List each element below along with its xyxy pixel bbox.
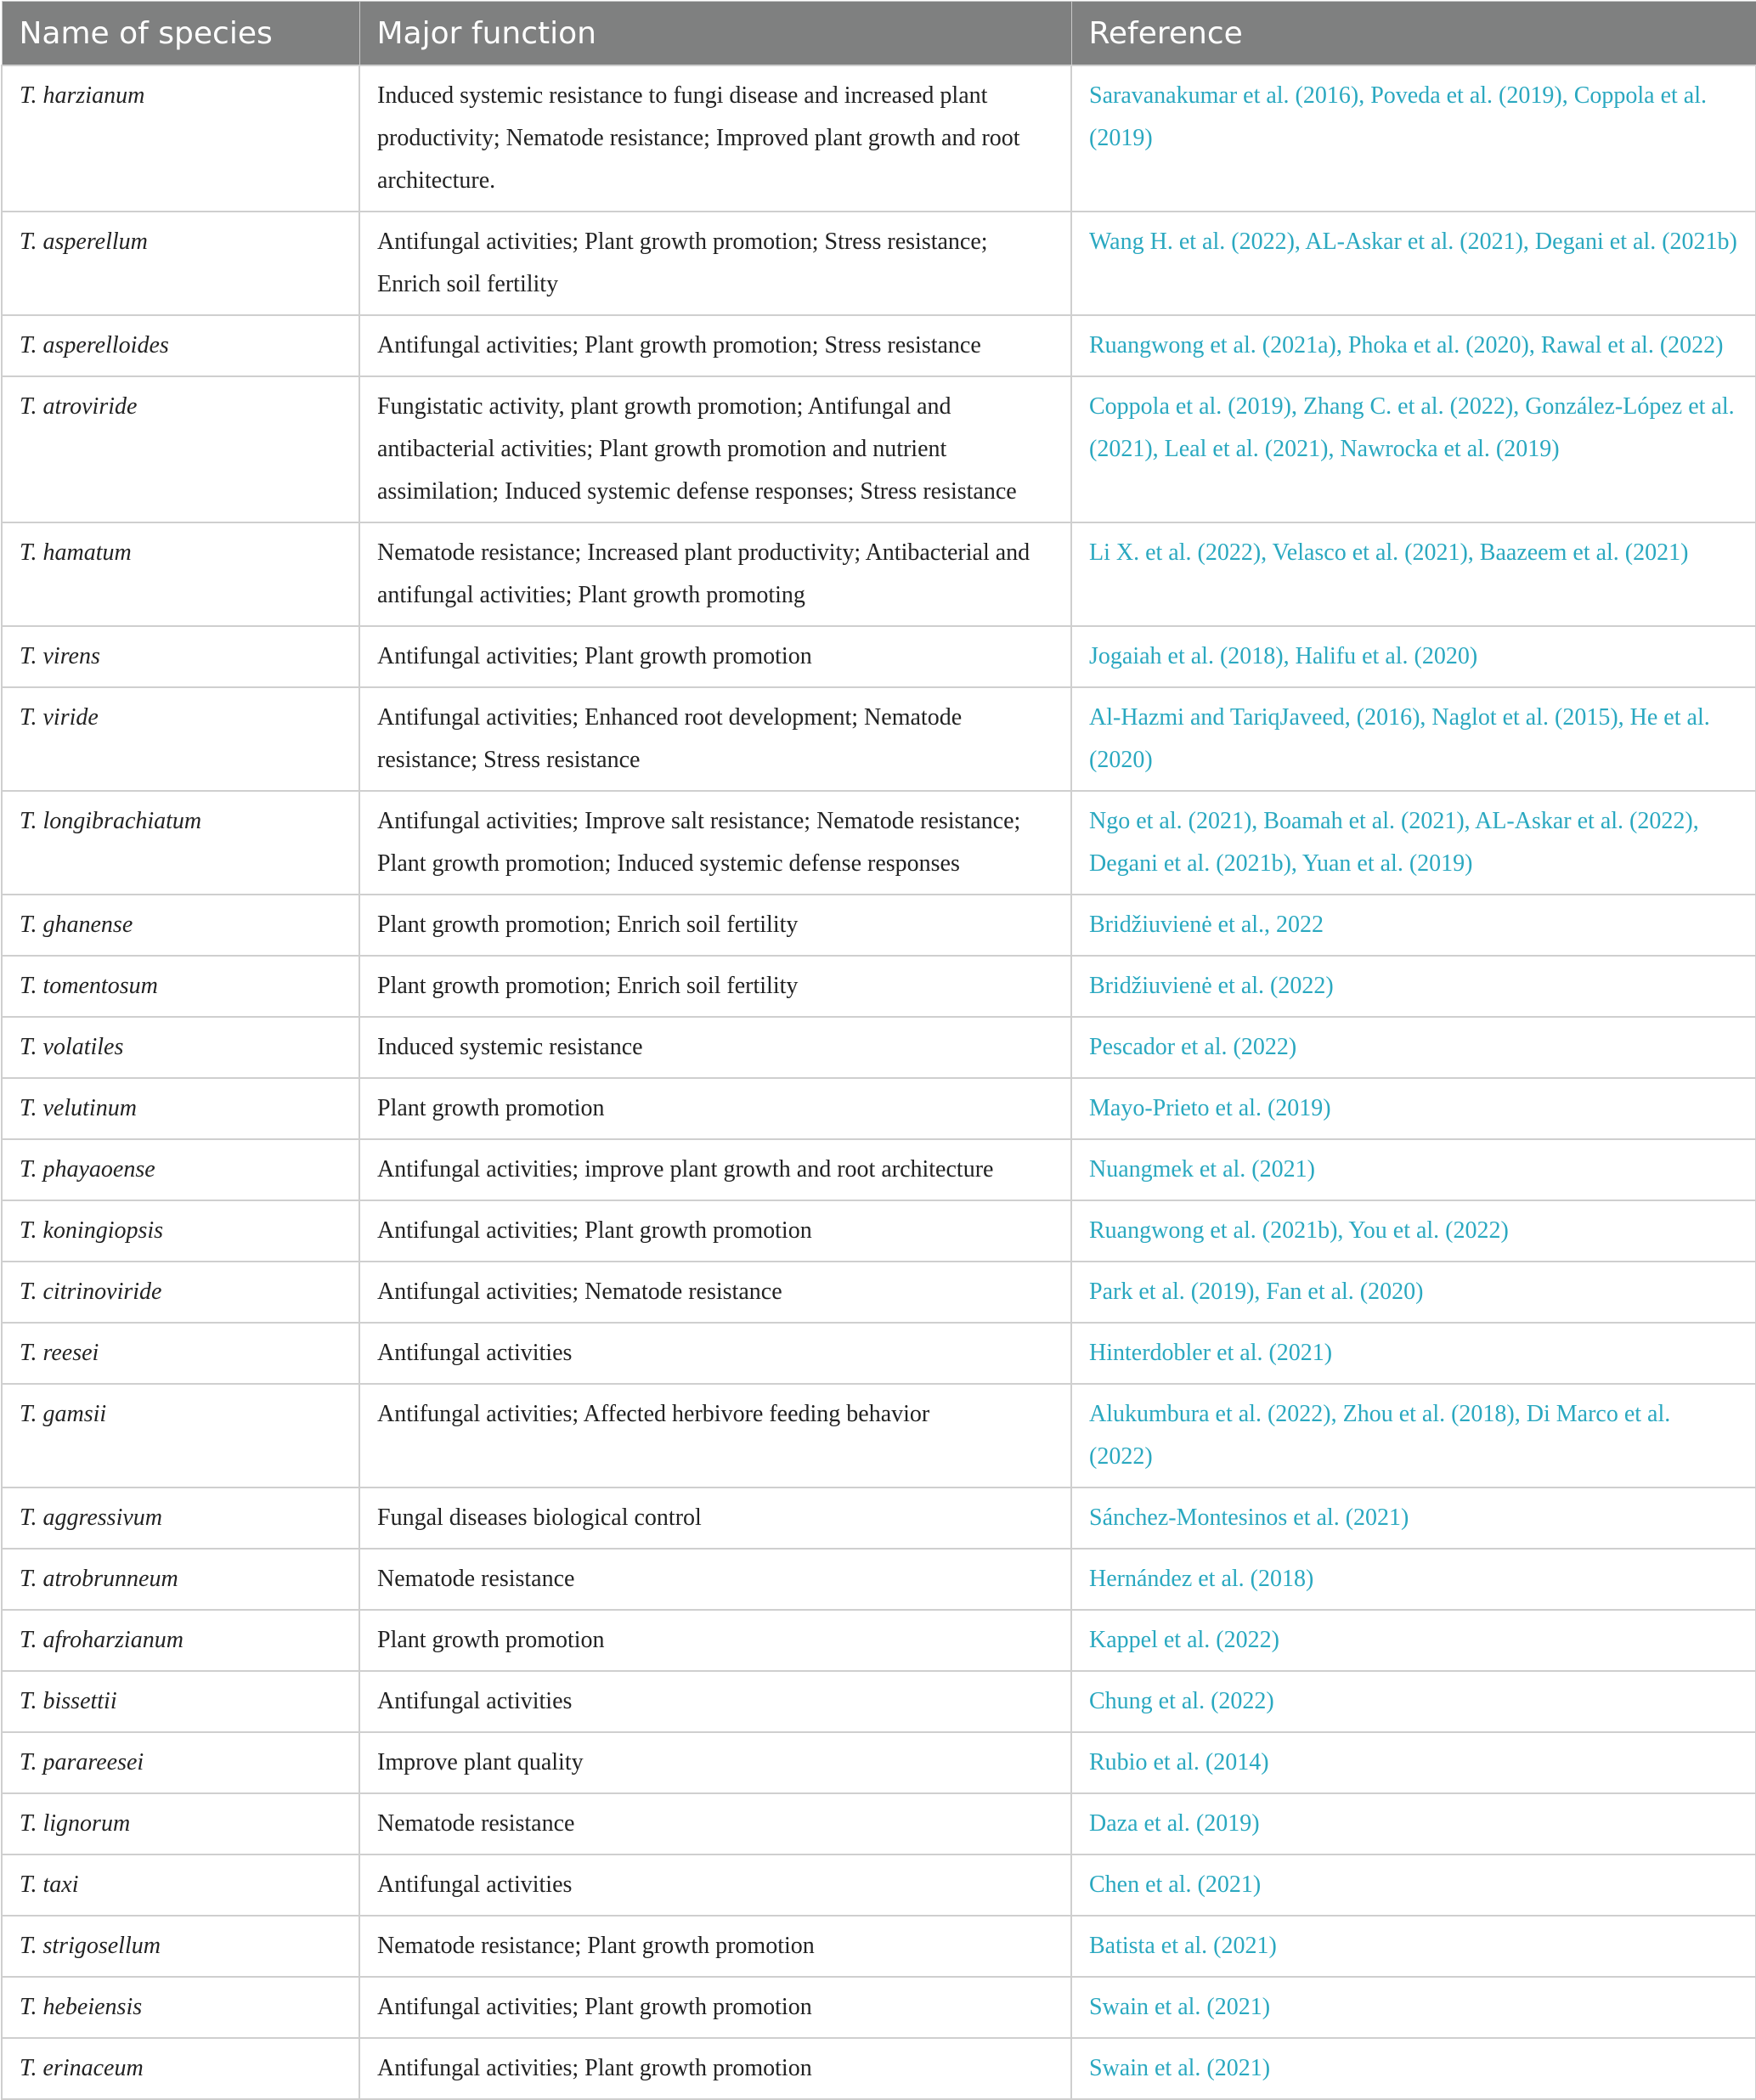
species-name-cell: T. koningiopsis — [2, 1200, 359, 1262]
species-name-cell: T. reesei — [2, 1323, 359, 1384]
reference-link[interactable]: Ngo et al. (2021), Boamah et al. (2021), AL-Askar et al. (2022), Degani et al. (2021b), Yuan et al. (2019) — [1071, 791, 1756, 895]
species-name-cell: T. hamatum — [2, 522, 359, 626]
species-name-cell: T. gamsii — [2, 1384, 359, 1488]
table-row — [2, 895, 1756, 956]
table-row — [2, 1323, 1756, 1384]
header-reference: Reference — [1071, 2, 1756, 66]
species-name-cell: T. phayaoense — [2, 1139, 359, 1200]
major-function-cell: Antifungal activities; Improve salt resistance; Nematode resistance; Plant growth promotion; Induced systemic defense responses — [359, 791, 1071, 895]
reference-link[interactable]: Swain et al. (2021) — [1071, 1977, 1756, 2038]
major-function-cell: Fungal diseases biological control — [359, 1488, 1071, 1549]
reference-link[interactable]: Ruangwong et al. (2021b), You et al. (2022) — [1071, 1200, 1756, 1262]
species-name-cell: T. tomentosum — [2, 956, 359, 1017]
reference-link[interactable]: Pescador et al. (2022) — [1071, 1017, 1756, 1078]
table-row — [2, 1916, 1756, 1977]
species-name-cell: T. viride — [2, 687, 359, 791]
species-name-cell: T. taxi — [2, 1854, 359, 1916]
species-name-cell: T. strigosellum — [2, 1916, 359, 1977]
major-function-cell: Nematode resistance — [359, 1793, 1071, 1854]
major-function-cell: Plant growth promotion; Enrich soil fertility — [359, 956, 1071, 1017]
major-function-cell: Fungistatic activity, plant growth promotion; Antifungal and antibacterial activities; Plant growth promotion and nutrient assimilation; Induced systemic defense responses; Stress resistance — [359, 376, 1071, 522]
table-row — [2, 1262, 1756, 1323]
reference-link[interactable]: Park et al. (2019), Fan et al. (2020) — [1071, 1262, 1756, 1323]
header-major-function: Major function — [359, 2, 1071, 66]
species-name-cell: T. longibrachiatum — [2, 791, 359, 895]
table-row — [2, 1977, 1756, 2038]
major-function-cell: Antifungal activities; Plant growth promotion — [359, 1200, 1071, 1262]
table-row — [2, 315, 1756, 376]
species-name-cell: T. volatiles — [2, 1017, 359, 1078]
reference-link[interactable]: Daza et al. (2019) — [1071, 1793, 1756, 1854]
reference-link[interactable]: Hernández et al. (2018) — [1071, 1549, 1756, 1610]
reference-link[interactable]: Bridžiuvienė et al., 2022 — [1071, 895, 1756, 956]
major-function-cell: Antifungal activities — [359, 1671, 1071, 1732]
major-function-cell: Nematode resistance; Increased plant productivity; Antibacterial and antifungal activities; Plant growth promoting — [359, 522, 1071, 626]
reference-link[interactable]: Bridžiuvienė et al. (2022) — [1071, 956, 1756, 1017]
major-function-cell: Antifungal activities; Plant growth promotion; Stress resistance — [359, 315, 1071, 376]
table-row — [2, 1671, 1756, 1732]
major-function-cell: Induced systemic resistance — [359, 1017, 1071, 1078]
reference-link[interactable]: Jogaiah et al. (2018), Halifu et al. (2020) — [1071, 626, 1756, 687]
reference-link[interactable]: Nuangmek et al. (2021) — [1071, 1139, 1756, 1200]
species-name-cell: T. virens — [2, 626, 359, 687]
table-row — [2, 1549, 1756, 1610]
major-function-cell: Antifungal activities; Plant growth promotion — [359, 1977, 1071, 2038]
reference-link[interactable]: Li X. et al. (2022), Velasco et al. (2021), Baazeem et al. (2021) — [1071, 522, 1756, 626]
reference-link[interactable]: Mayo-Prieto et al. (2019) — [1071, 1078, 1756, 1139]
species-name-cell: T. harzianum — [2, 65, 359, 212]
reference-link[interactable]: Sánchez-Montesinos et al. (2021) — [1071, 1488, 1756, 1549]
species-name-cell: T. asperellum — [2, 212, 359, 315]
major-function-cell: Nematode resistance; Plant growth promotion — [359, 1916, 1071, 1977]
major-function-cell: Antifungal activities; Plant growth promotion — [359, 626, 1071, 687]
species-name-cell: T. bissettii — [2, 1671, 359, 1732]
table-header — [2, 2, 1756, 66]
major-function-cell: Induced systemic resistance to fungi disease and increased plant productivity; Nematode resistance; Improved plant growth and root architecture. — [359, 65, 1071, 212]
species-name-cell: T. asperelloides — [2, 315, 359, 376]
table-row — [2, 2038, 1756, 2099]
species-name-cell: T. afroharzianum — [2, 1610, 359, 1671]
major-function-cell: Plant growth promotion; Enrich soil fertility — [359, 895, 1071, 956]
table-row — [2, 1017, 1756, 1078]
reference-link[interactable]: Wang H. et al. (2022), AL-Askar et al. (2021), Degani et al. (2021b) — [1071, 212, 1756, 315]
table-row — [2, 626, 1756, 687]
major-function-cell: Antifungal activities — [359, 1854, 1071, 1916]
reference-link[interactable]: Al-Hazmi and TariqJaveed, (2016), Naglot et al. (2015), He et al. (2020) — [1071, 687, 1756, 791]
species-name-cell: T. atrobrunneum — [2, 1549, 359, 1610]
species-name-cell: T. hebeiensis — [2, 1977, 359, 2038]
species-name-cell: T. lignorum — [2, 1793, 359, 1854]
table-row — [2, 956, 1756, 1017]
reference-link[interactable]: Coppola et al. (2019), Zhang C. et al. (2022), González-López et al. (2021), Leal et al. (2021), Nawrocka et al. (2019) — [1071, 376, 1756, 522]
major-function-cell: Antifungal activities; Nematode resistance — [359, 1262, 1071, 1323]
major-function-cell: Antifungal activities; Enhanced root development; Nematode resistance; Stress resistance — [359, 687, 1071, 791]
table-row — [2, 1078, 1756, 1139]
major-function-cell: Plant growth promotion — [359, 1078, 1071, 1139]
major-function-cell: Plant growth promotion — [359, 1610, 1071, 1671]
species-name-cell: T. aggressivum — [2, 1488, 359, 1549]
table-row — [2, 522, 1756, 626]
table-row — [2, 65, 1756, 212]
table-row — [2, 376, 1756, 522]
major-function-cell: Antifungal activities — [359, 1323, 1071, 1384]
major-function-cell: Antifungal activities; Plant growth promotion — [359, 2038, 1071, 2099]
table-row — [2, 212, 1756, 315]
reference-link[interactable]: Ruangwong et al. (2021a), Phoka et al. (2020), Rawal et al. (2022) — [1071, 315, 1756, 376]
reference-link[interactable]: Rubio et al. (2014) — [1071, 1732, 1756, 1793]
table-row — [2, 1793, 1756, 1854]
table-row — [2, 687, 1756, 791]
reference-link[interactable]: Batista et al. (2021) — [1071, 1916, 1756, 1977]
header-name-of-species: Name of species — [2, 2, 359, 66]
species-name-cell: T. erinaceum — [2, 2038, 359, 2099]
table-row — [2, 1610, 1756, 1671]
major-function-cell: Nematode resistance — [359, 1549, 1071, 1610]
reference-link[interactable]: Kappel et al. (2022) — [1071, 1610, 1756, 1671]
species-name-cell: T. citrinoviride — [2, 1262, 359, 1323]
major-function-cell: Antifungal activities; Affected herbivore feeding behavior — [359, 1384, 1071, 1488]
species-function-table — [1, 1, 1756, 2100]
table-row — [2, 1200, 1756, 1262]
table-row — [2, 1854, 1756, 1916]
table-body — [2, 65, 1756, 2099]
major-function-cell: Improve plant quality — [359, 1732, 1071, 1793]
reference-link[interactable]: Hinterdobler et al. (2021) — [1071, 1323, 1756, 1384]
major-function-cell: Antifungal activities; Plant growth promotion; Stress resistance; Enrich soil fertility — [359, 212, 1071, 315]
reference-link[interactable]: Saravanakumar et al. (2016), Poveda et al. (2019), Coppola et al. (2019) — [1071, 65, 1756, 212]
table-row — [2, 1488, 1756, 1549]
reference-link[interactable]: Chen et al. (2021) — [1071, 1854, 1756, 1916]
reference-link[interactable]: Chung et al. (2022) — [1071, 1671, 1756, 1732]
major-function-cell: Antifungal activities; improve plant growth and root architecture — [359, 1139, 1071, 1200]
species-name-cell: T. parareesei — [2, 1732, 359, 1793]
reference-link[interactable]: Alukumbura et al. (2022), Zhou et al. (2018), Di Marco et al. (2022) — [1071, 1384, 1756, 1488]
reference-link[interactable]: Swain et al. (2021) — [1071, 2038, 1756, 2099]
species-name-cell: T. ghanense — [2, 895, 359, 956]
table-row — [2, 1384, 1756, 1488]
species-name-cell: T. atroviride — [2, 376, 359, 522]
header-row — [2, 2, 1756, 66]
species-name-cell: T. velutinum — [2, 1078, 359, 1139]
table-row — [2, 1732, 1756, 1793]
table-row — [2, 1139, 1756, 1200]
table-row — [2, 791, 1756, 895]
